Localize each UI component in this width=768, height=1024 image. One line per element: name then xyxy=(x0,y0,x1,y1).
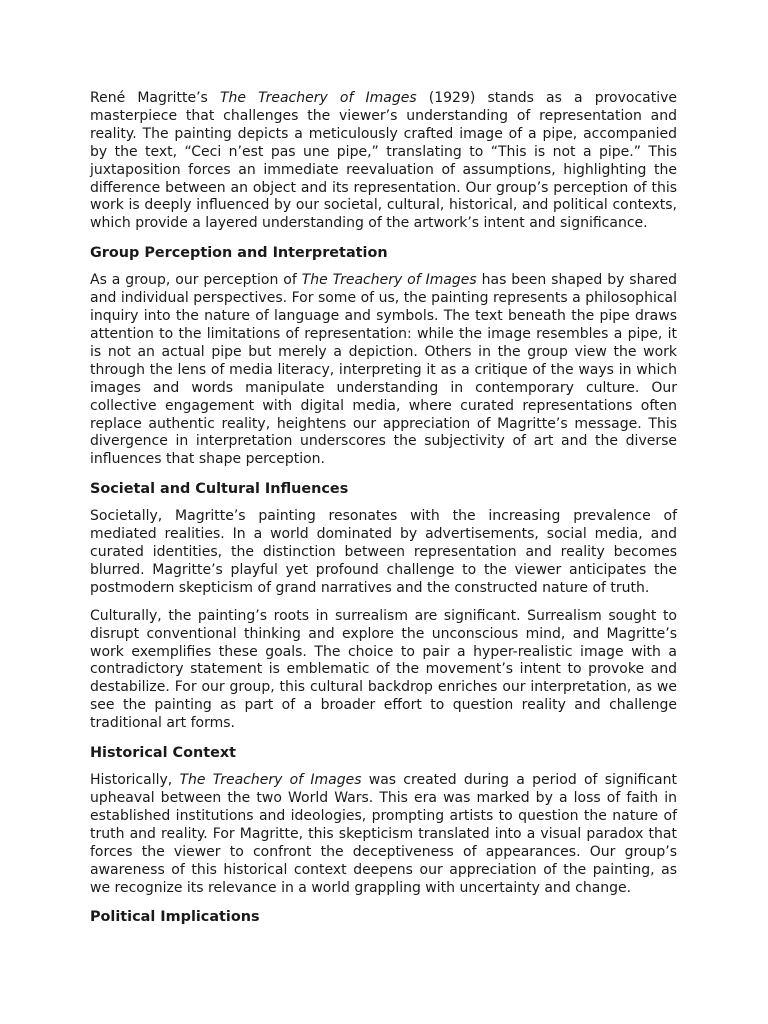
group-text-rest: has been shaped by shared and individual perspectives. For some of us, the painting represents a philosophical inquiry into the nature of language and symbols. The text beneath the pipe draws attention to the limitations of representation: while the image resembles a pipe, it is not an actual pipe but merely a depiction. Others in the group view the work through the lens of media literacy, interpreting it as a critique of the ways in which images and words manipulate understanding in contemporary culture. Our collective engagement with digital media, where curated representations often replace authentic reality, heightens our appreciation of Magritte’s message. This divergence in interpretation underscores the subjectivity of art and the diverse influences that shape perception. xyxy=(90,272,677,468)
historical-text-rest: was created during a period of significant upheaval between the two World Wars. This era was marked by a loss of faith in established institutions and ideologies, prompting artists to question the nature of truth and reality. For Magritte, this skepticism translated into a visual paradox that forces the viewer to confront the deceptiveness of appearances. Our group’s awareness of this historical context deepens our appreciation of the painting, as we recognize its relevance in a world grappling with uncertainty and change. xyxy=(90,772,677,896)
intro-text-start: René Magritte’s xyxy=(90,90,220,106)
document-page xyxy=(90,90,677,936)
heading-group-perception: Group Perception and Interpretation xyxy=(90,245,388,262)
heading-historical-context: Historical Context xyxy=(90,745,237,762)
artwork-title: The Treachery of Images xyxy=(179,772,362,789)
historical-paragraph xyxy=(90,772,677,897)
cultural-paragraph: Culturally, the painting’s roots in surrealism are significant. Surrealism sought to disrupt conventional thinking and explore the unconscious mind, and Magritte’s work exemplifies these goals. The choice to pair a hyper-realistic image with a contradictory statement is emblematic of the movement’s intent to provoke and destabilize. For our group, this cultural backdrop enriches our interpretation, as we see the painting as part of a broader effort to question reality and challenge traditional art forms. xyxy=(90,607,677,732)
intro-text-rest: (1929) stands as a provocative masterpiece that challenges the viewer’s understanding of representation and reality. The painting depicts a meticulously crafted image of a pipe, accompanied by the text, “Ceci n’est pas une pipe,” translating to “This is not a pipe.” This juxtaposition forces an immediate reevaluation of assumptions, highlighting the difference between an object and its representation. Our group’s perception of this work is deeply influenced by our societal, cultural, historical, and political contexts, which provide a layered understanding of the artwork’s intent and significance. xyxy=(90,90,677,232)
artwork-title: The Treachery of Images xyxy=(219,90,417,106)
heading-political-implications: Political Implications xyxy=(90,909,260,926)
heading-societal-cultural: Societal and Cultural Influences xyxy=(90,481,349,498)
intro-paragraph xyxy=(90,90,677,233)
group-perception-paragraph xyxy=(90,272,677,469)
societal-paragraph: Societally, Magritte’s painting resonates with the increasing prevalence of mediated realities. In a world dominated by advertisements, social media, and curated identities, the distinction between representation and reality becomes blurred. Magritte’s playful yet profound challenge to the viewer anticipates the postmodern skepticism of grand narratives and the constructed nature of truth. xyxy=(90,508,677,596)
group-text-start: As a group, our perception of xyxy=(90,272,302,289)
historical-text-start: Historically, xyxy=(90,772,180,789)
artwork-title: The Treachery of Images xyxy=(301,272,477,289)
